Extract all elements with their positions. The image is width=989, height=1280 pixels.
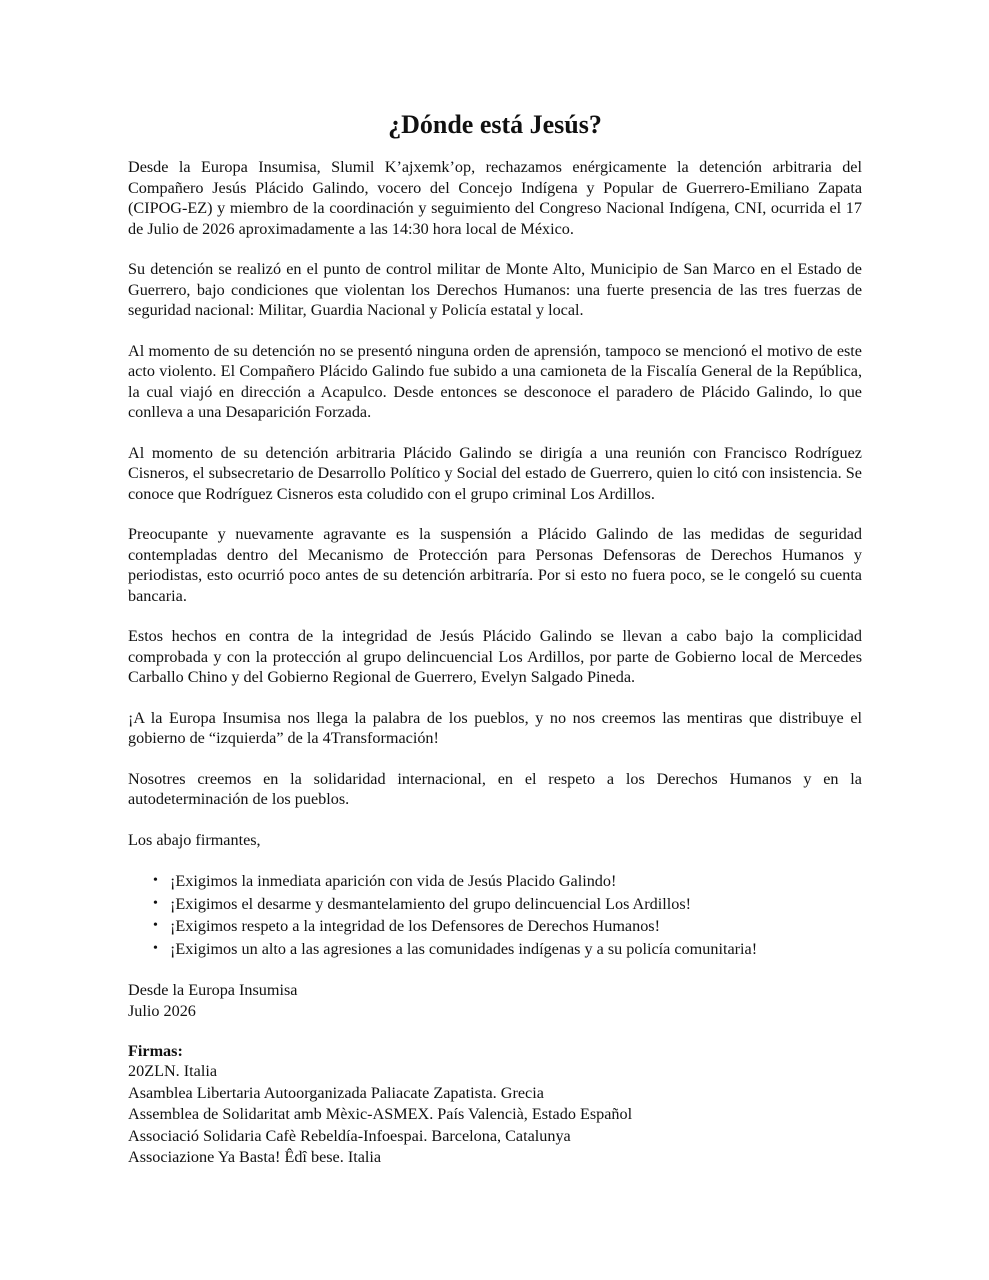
- signature-item: Associació Solidaria Cafè Rebeldía-Infoespai. Barcelona, Catalunya: [128, 1126, 571, 1145]
- list-item: [128, 915, 862, 938]
- demand-text: ¡Exigimos el desarme y desmantelamiento del grupo delincuencial Los Ardillos!: [170, 894, 692, 913]
- paragraph-complicity: Estos hechos en contra de la integridad de Jesús Plácido Galindo se llevan a cabo bajo la complicidad comprobada y con la protección al grupo delincuencial Los Ardillos, por parte de Gobierno local de Mercedes Carballo Chino y del Gobierno Regional de Guerrero, Evelyn Salgado Pineda.: [128, 627, 862, 686]
- paragraph-solidarity: Nosotres creemos en la solidaridad internacional, en el respeto a los Derechos Humanos y en la autodeterminación de los pueblos.: [128, 769, 862, 808]
- paragraph-no-warrant: Al momento de su detención no se presentó ninguna orden de aprensión, tampoco se mencionó el motivo de este acto violento. El Compañero Plácido Galindo fue subido a una camioneta de la Fiscalía General de la República, la cual viajó en dirección a Acapulco. Desde entonces se desconoce el paradero de Plácido Galindo, lo que conlleva a una Desaparición Forzada.: [128, 341, 862, 421]
- signature-item: 20ZLN. Italia: [128, 1062, 217, 1080]
- demands-list: [128, 870, 862, 960]
- list-item: [128, 870, 862, 893]
- signatures-block: [128, 1041, 862, 1169]
- paragraph-word-of-peoples: ¡A la Europa Insumisa nos llega la palabra de los pueblos, y no nos creemos las mentiras que distribuye el gobierno de “izquierda” de la 4Transformación!: [128, 708, 862, 747]
- paragraph-signers-intro: Los abajo firmantes,: [128, 830, 261, 849]
- closing-place: Desde la Europa Insumisa: [128, 981, 298, 999]
- paragraph-intro: Desde la Europa Insumisa, Slumil K’ajxemk’op, rechazamos enérgicamente la detención arbitraria del Compañero Jesús Plácido Galindo, vocero del Concejo Indígena y Popular de Guerrero-Emiliano Zapata (CIPOG-EZ) y miembro de la coordinación y seguimiento del Congreso Nacional Indígena, CNI, ocurrida el 17 de Julio de 2026 aproximadamente a las 14:30 hora local de México.: [128, 158, 862, 238]
- demand-text: ¡Exigimos un alto a las agresiones a las comunidades indígenas y a su policía comunitaria!: [170, 939, 758, 958]
- closing-date: Julio 2026: [128, 1001, 196, 1020]
- signatures-heading: Firmas:: [128, 1042, 183, 1060]
- bullet-icon: •: [153, 895, 158, 911]
- bullet-icon: •: [153, 873, 158, 888]
- list-item: [128, 938, 862, 961]
- document-body: [128, 157, 862, 1169]
- paragraph-meeting: Al momento de su detención arbitraria Plácido Galindo se dirigía a una reunión con Francisco Rodríguez Cisneros, el subsecretario de Desarrollo Político y Social del estado de Guerrero, quien lo citó con insistencia. Se conoce que Rodríguez Cisneros esta coludido con el grupo criminal Los Ardillos.: [128, 443, 862, 503]
- demand-text: ¡Exigimos la inmediata aparición con vida de Jesús Placido Galindo!: [170, 872, 617, 890]
- paragraph-protection-suspension: Preocupante y nuevamente agravante es la suspensión a Plácido Galindo de las medidas de seguridad contempladas dentro del Mecanismo de Protección para Personas Defensoras de Derechos Humanos y periodistas, esto ocurrió poco antes de su detención arbitraría. Por si esto no fuera poco, se le congeló su cuenta bancaria.: [128, 525, 862, 605]
- document-title: ¿Dónde está Jesús?: [388, 110, 602, 139]
- list-item: [128, 893, 862, 916]
- closing-block: [128, 980, 862, 1021]
- signature-item: Asamblea Libertaria Autoorganizada Paliacate Zapatista. Grecia: [128, 1083, 544, 1102]
- bullet-icon: •: [153, 940, 158, 956]
- demand-text: ¡Exigimos respeto a la integridad de los Defensores de Derechos Humanos!: [170, 917, 660, 935]
- paragraph-detention-place: Su detención se realizó en el punto de control militar de Monte Alto, Municipio de San Marco en el Estado de Guerrero, bajo condiciones que violentan los Derechos Humanos: una fuerte presencia de las tres fuerzas de seguridad nacional: Militar, Guardia Nacional y Policía estatal y local.: [128, 260, 862, 319]
- signature-item: Associazione Ya Basta! Êdî bese. Italia: [128, 1148, 382, 1166]
- bullet-icon: •: [153, 918, 158, 933]
- signatures-list: [128, 1061, 862, 1169]
- signature-item: Assemblea de Solidaritat amb Mèxic-ASMEX. País Valencià, Estado Español: [128, 1105, 633, 1123]
